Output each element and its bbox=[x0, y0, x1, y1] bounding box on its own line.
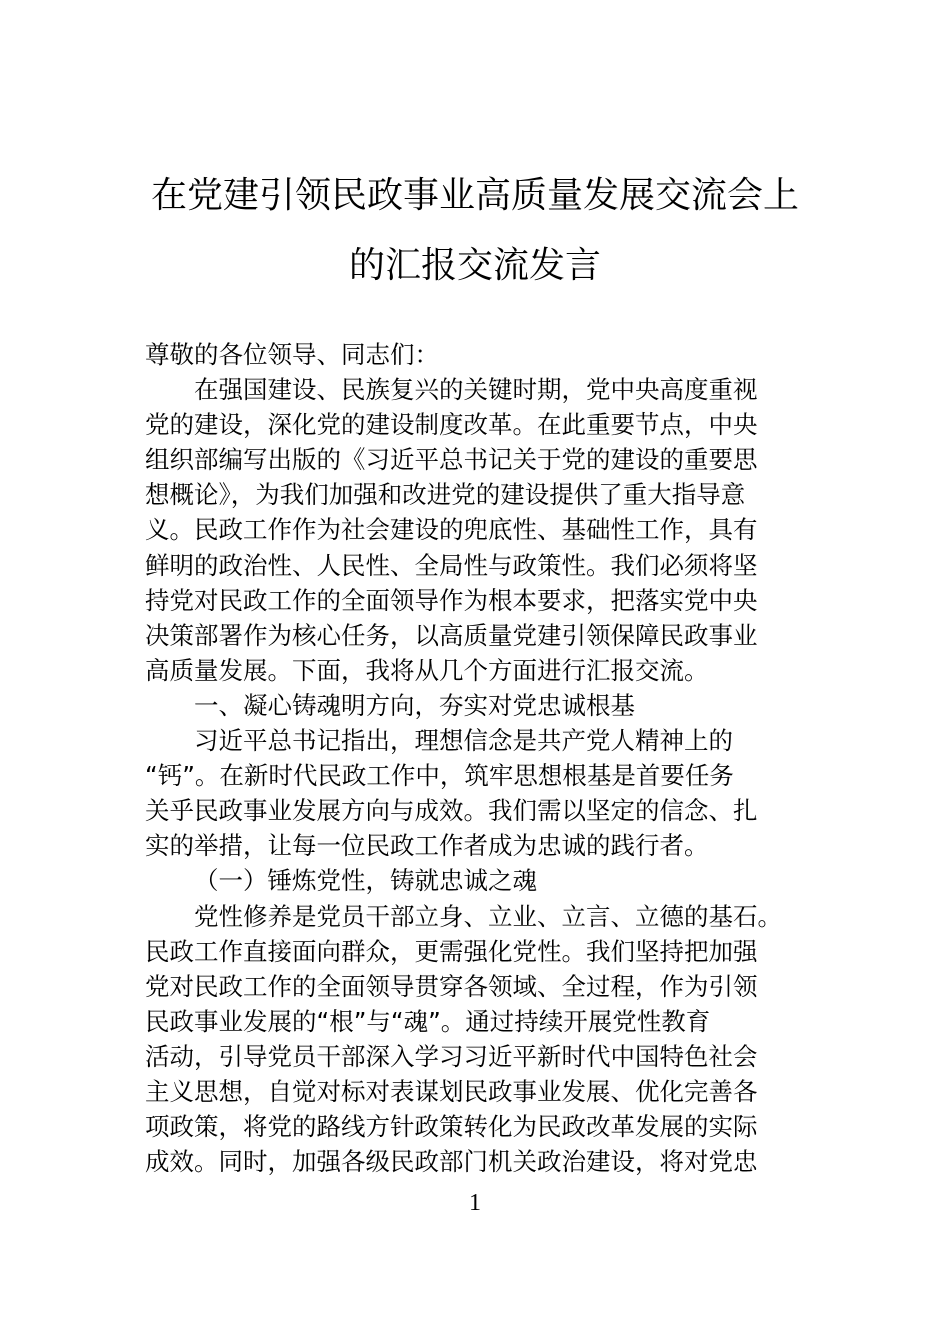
body-line: 鲜明的政治性、人民性、全局性与政策性。我们必须将坚 bbox=[145, 550, 758, 580]
body-line: 习近平总书记指出，理想信念是共产党人精神上的 bbox=[194, 726, 733, 756]
body-line: 民政工作直接面向群众，更需强化党性。我们坚持把加强 bbox=[145, 936, 758, 966]
body-line: “钙”。在新时代民政工作中，筑牢思想根基是首要任务 bbox=[145, 761, 734, 791]
body-line: 义。民政工作作为社会建设的兜底性、基础性工作，具有 bbox=[145, 515, 758, 545]
body-line: 一、凝心铸魂明方向，夯实对党忠诚根基 bbox=[194, 690, 635, 720]
body-line: 决策部署作为核心任务，以高质量党建引领保障民政事业 bbox=[145, 620, 758, 650]
document-title-line-2: 的汇报交流发言 bbox=[348, 245, 601, 286]
body-line: 持党对民政工作的全面领导作为根本要求，把落实党中央 bbox=[145, 585, 758, 615]
body-line: 组织部编写出版的《习近平总书记关于党的建设的重要思 bbox=[145, 445, 758, 475]
body-line: 党性修养是党员干部立身、立业、立言、立德的基石。 bbox=[194, 901, 782, 931]
body-line: 高质量发展。下面，我将从几个方面进行汇报交流。 bbox=[145, 655, 709, 685]
body-line: 党的建设，深化党的建设制度改革。在此重要节点，中央 bbox=[145, 410, 758, 440]
body-line: （一）锤炼党性，铸就忠诚之魂 bbox=[194, 866, 537, 896]
body-line: 党对民政工作的全面领导贯穿各领域、全过程，作为引领 bbox=[145, 971, 758, 1001]
page-number: 1 bbox=[469, 1190, 481, 1216]
body-line: 关乎民政事业发展方向与成效。我们需以坚定的信念、扎 bbox=[145, 796, 758, 826]
document-body bbox=[145, 337, 845, 1179]
body-line: 项政策，将党的路线方针政策转化为民政改革发展的实际 bbox=[145, 1112, 758, 1142]
document-title-line-1: 在党建引领民政事业高质量发展交流会上 bbox=[150, 175, 799, 216]
body-line: 在强国建设、民族复兴的关键时期，党中央高度重视 bbox=[194, 375, 758, 405]
body-line: 主义思想，自觉对标对表谋划民政事业发展、优化完善各 bbox=[145, 1076, 758, 1106]
body-line: 民政事业发展的“根”与“魂”。通过持续开展党性教育 bbox=[145, 1006, 711, 1036]
body-line: 成效。同时，加强各级民政部门机关政治建设，将对党忠 bbox=[145, 1147, 758, 1177]
body-line: 想概论》，为我们加强和改进党的建设提供了重大指导意 bbox=[145, 480, 746, 510]
body-line: 实的举措，让每一位民政工作者成为忠诚的践行者。 bbox=[145, 831, 709, 861]
body-line: 尊敬的各位领导、同志们： bbox=[145, 340, 439, 369]
body-line: 活动，引导党员干部深入学习习近平新时代中国特色社会 bbox=[145, 1041, 758, 1071]
